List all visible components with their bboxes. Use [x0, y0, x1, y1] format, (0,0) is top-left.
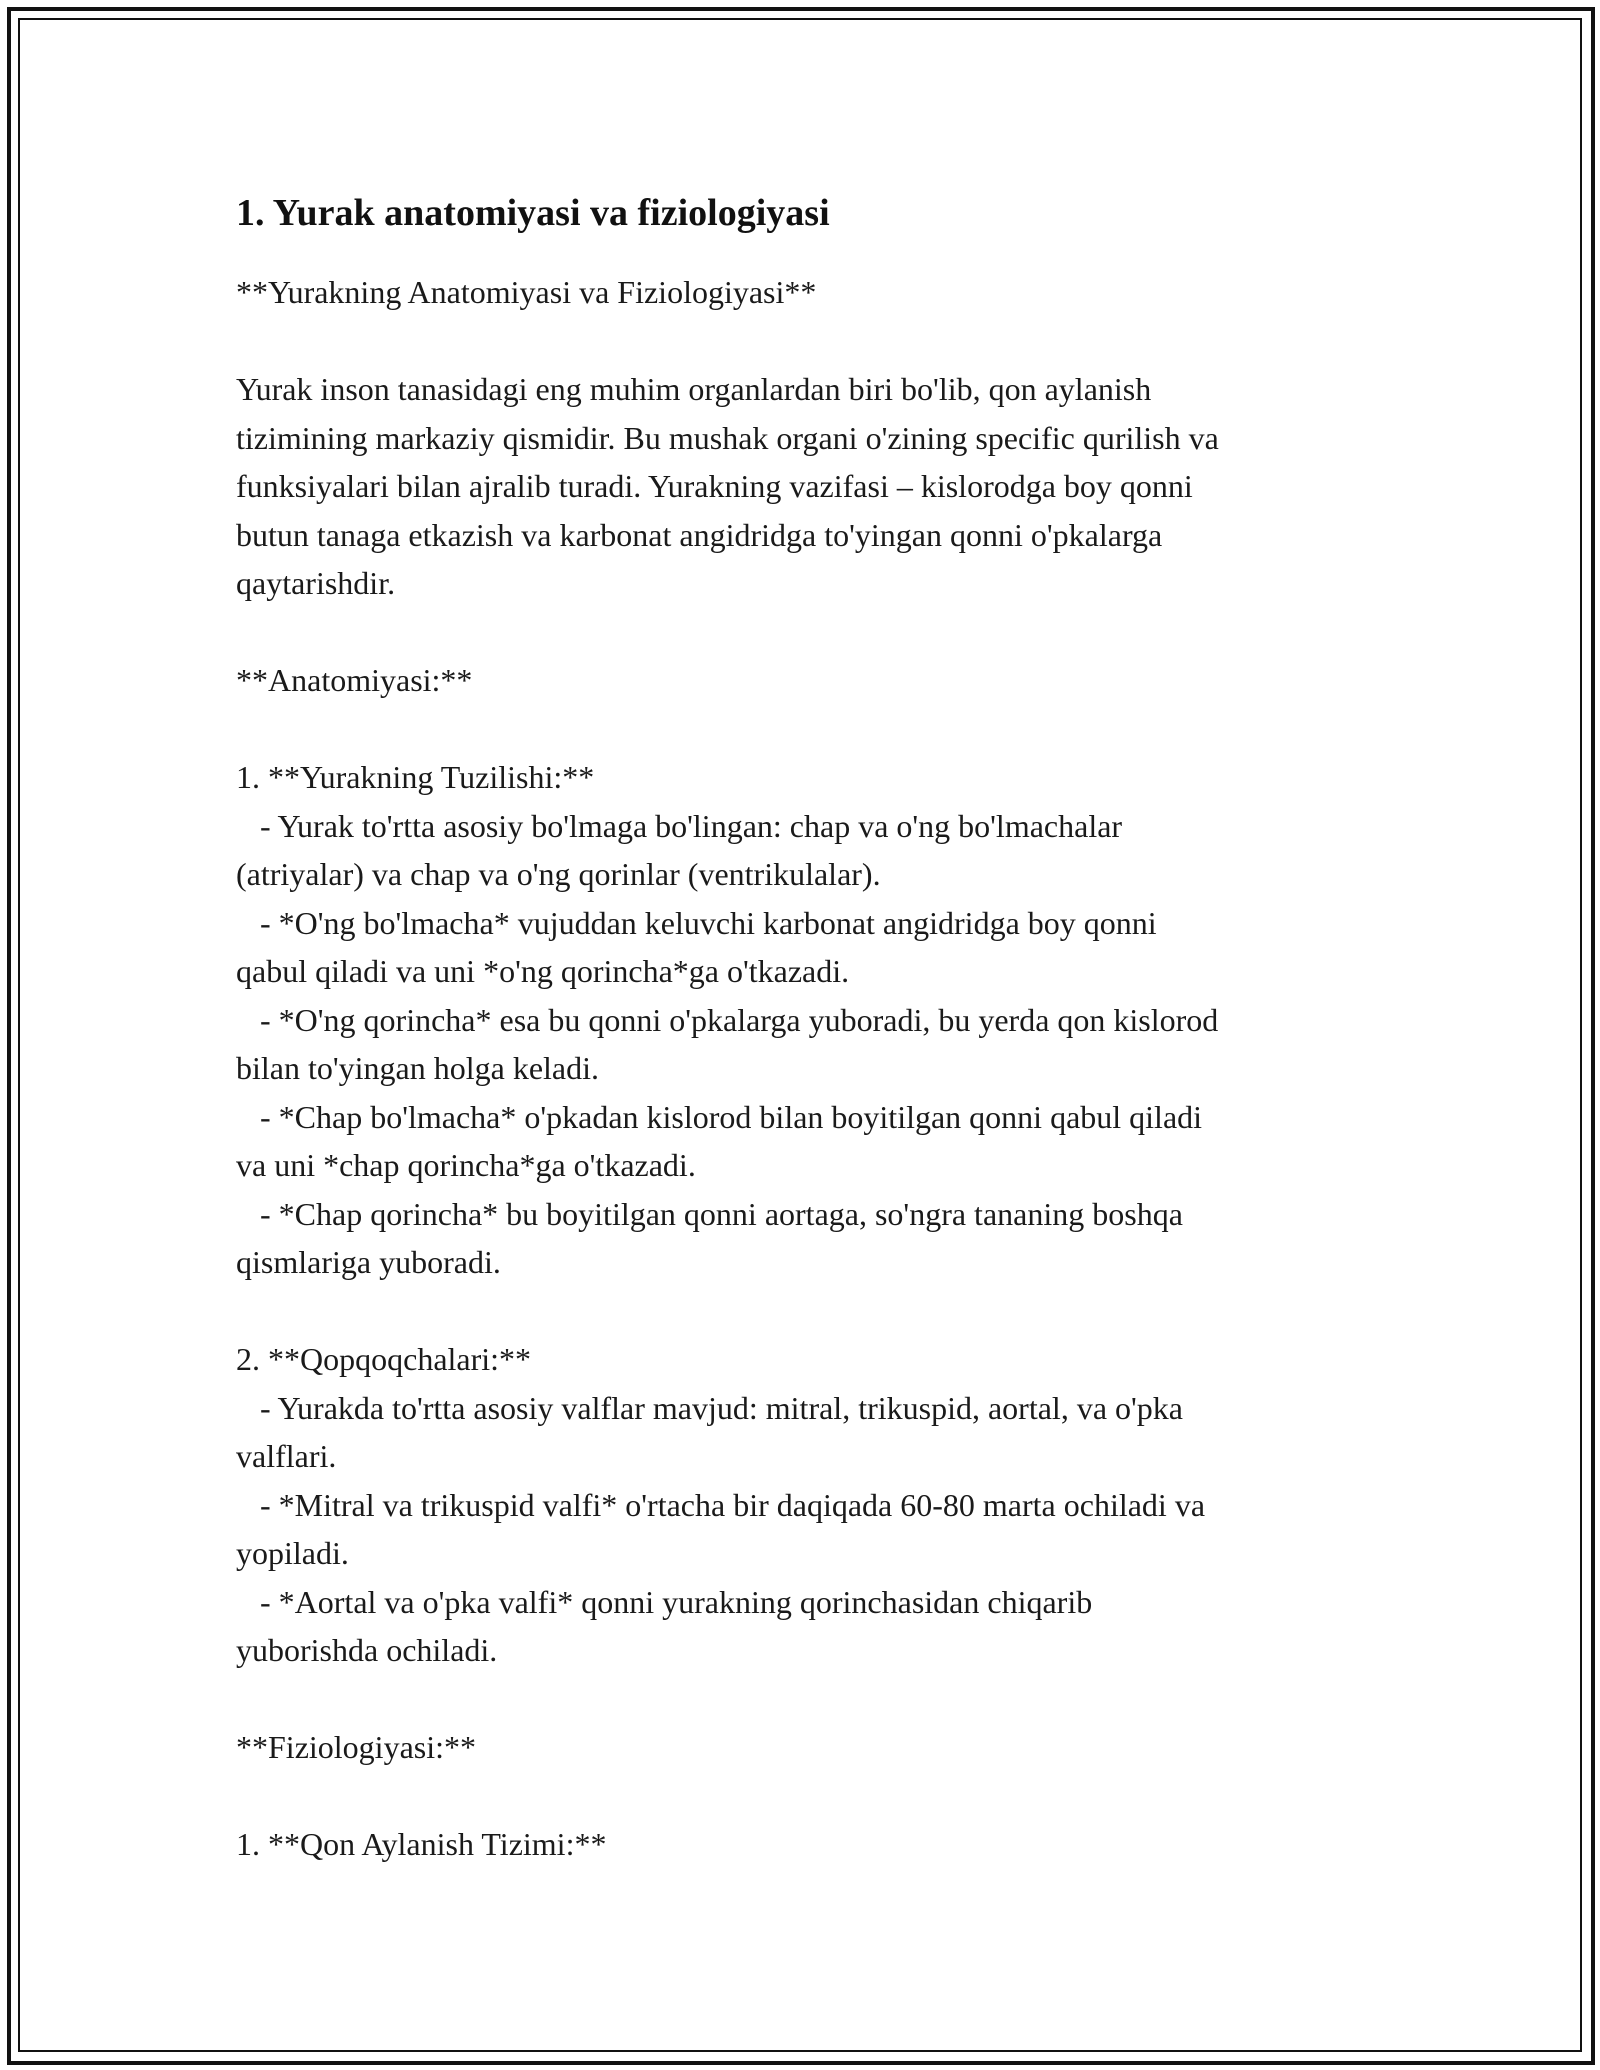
text-line: (atriyalar) va chap va o'ng qorinlar (ventrikulalar). [236, 856, 881, 892]
document-body [236, 188, 1386, 1869]
text-lines [236, 268, 1386, 1869]
text-line: 1. **Yurakning Tuzilishi:** [236, 759, 595, 795]
text-line: butun tanaga etkazish va karbonat angidridga to'yingan qonni o'pkalarga [236, 516, 1163, 553]
text-line: 2. **Qopqoqchalari:** [236, 1341, 532, 1377]
text-line: funksiyalari bilan ajralib turadi. Yurakning vazifasi – kislorodga boy qonni [236, 468, 1193, 504]
text-line: yopiladi. [236, 1535, 349, 1571]
text-line: qaytarishdir. [236, 565, 396, 601]
text-line: yuborishda ochiladi. [236, 1632, 498, 1668]
document-title: 1. Yurak anatomiyasi va fiziologiyasi [236, 192, 830, 234]
text-line: - *Chap qorincha* bu boyitilgan qonni aortaga, so'ngra tananing boshqa [236, 1195, 1183, 1232]
text-line: - Yurakda to'rtta asosiy valflar mavjud: mitral, trikuspid, aortal, va o'pka [236, 1389, 1183, 1426]
text-line: - Yurak to'rtta asosiy bo'lmaga bo'lingan: chap va o'ng bo'lmachalar [236, 807, 1123, 844]
text-line: qismlariga yuboradi. [236, 1244, 501, 1280]
text-line: - *Chap bo'lmacha* o'pkadan kislorod bilan boyitilgan qonni qabul qiladi [236, 1098, 1203, 1135]
text-line: **Yurakning Anatomiyasi va Fiziologiyasi** [236, 274, 817, 310]
text-line: tizimining markaziy qismidir. Bu mushak organi o'zining specific qurilish va [236, 419, 1219, 456]
text-line: va uni *chap qorincha*ga o'tkazadi. [236, 1147, 696, 1183]
blank-line [236, 317, 1386, 366]
text-line: valflari. [236, 1438, 337, 1474]
text-line: - *O'ng qorincha* esa bu qonni o'pkalarga yuboradi, bu yerda qon kislorod [236, 1001, 1219, 1038]
text-line: **Fiziologiyasi:** [236, 1729, 476, 1765]
blank-line [236, 1675, 1386, 1724]
text-line: Yurak inson tanasidagi eng muhim organlardan biri bo'lib, qon aylanish [236, 371, 1152, 407]
text-line: qabul qiladi va uni *o'ng qorincha*ga o'tkazadi. [236, 953, 850, 989]
text-line: - *O'ng bo'lmacha* vujuddan keluvchi karbonat angidridga boy qonni [236, 904, 1157, 941]
text-line: 1. **Qon Aylanish Tizimi:** [236, 1826, 607, 1862]
blank-line [236, 608, 1386, 657]
text-line: **Anatomiyasi:** [236, 662, 473, 698]
text-line: - *Mitral va trikuspid valfi* o'rtacha bir daqiqada 60-80 marta ochiladi va [236, 1486, 1206, 1523]
blank-line [236, 1772, 1386, 1821]
text-line: - *Aortal va o'pka valfi* qonni yurakning qorinchasidan chiqarib [236, 1583, 1093, 1620]
blank-line [236, 1287, 1386, 1336]
text-line: bilan to'yingan holga keladi. [236, 1050, 600, 1086]
blank-line [236, 705, 1386, 754]
